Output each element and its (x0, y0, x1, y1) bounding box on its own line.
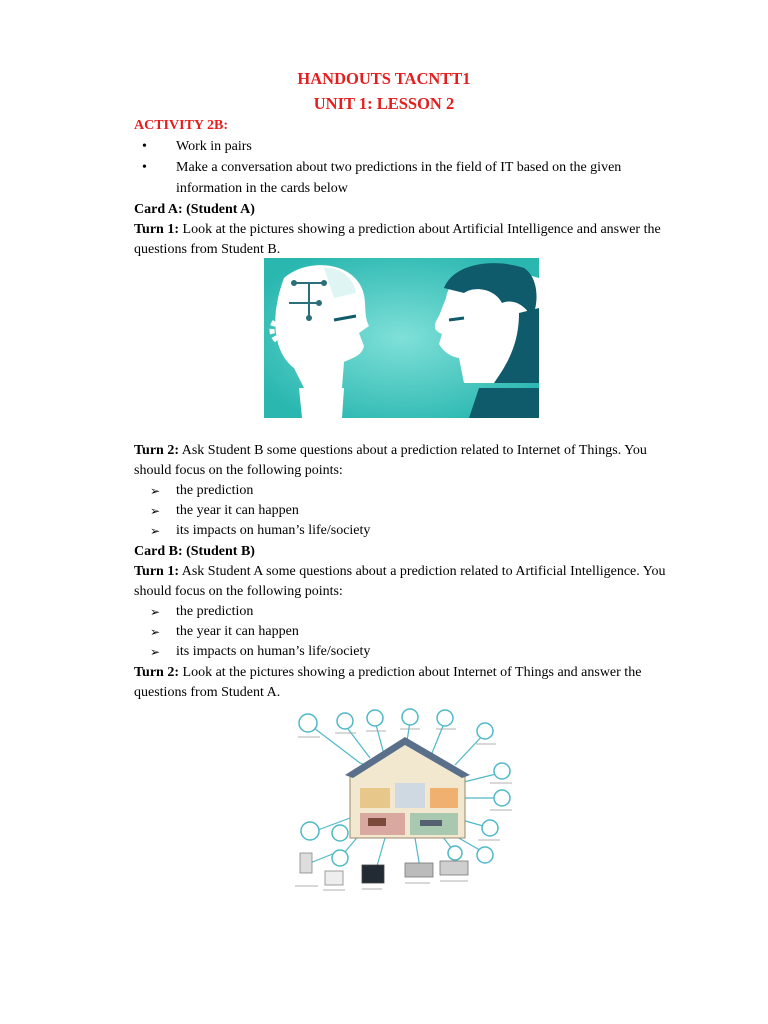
page-subtitle: UNIT 1: LESSON 2 (313, 94, 455, 113)
card-a-heading: Card A: (Student A) (134, 202, 255, 217)
turn-text: Ask Student A some questions about a prediction related to Artificial Intelligence. You (179, 564, 666, 579)
bullet-item-continuation: information in the cards below (176, 181, 348, 196)
turn-text: Ask Student B some questions about a prediction related to Internet of Things. You (179, 443, 647, 458)
turn-text: Look at the pictures showing a prediction about Internet of Things and answer the (179, 665, 642, 680)
card-b-turn1-continuation: should focus on the following points: (134, 584, 343, 599)
turn-label: Turn 1: (134, 222, 180, 237)
iot-illustration (290, 703, 516, 895)
bullet-item: Work in pairs (176, 139, 252, 154)
point-item: the year it can happen (176, 624, 299, 639)
bullet-dot-icon: • (142, 160, 147, 175)
arrow-bullet-icon: ➢ (150, 605, 161, 619)
activity-heading: ACTIVITY 2B: (134, 118, 228, 133)
arrow-bullet-icon: ➢ (150, 645, 161, 659)
point-item: its impacts on human’s life/society (176, 644, 371, 659)
point-item: the prediction (176, 604, 254, 619)
arrow-bullet-icon: ➢ (150, 625, 161, 639)
card-a-turn1-continuation: questions from Student B. (134, 242, 281, 257)
page-title: HANDOUTS TACNTT1 (297, 69, 471, 88)
card-a-turn2-continuation: should focus on the following points: (134, 463, 343, 478)
point-item: its impacts on human’s life/society (176, 523, 371, 538)
card-b-turn2-continuation: questions from Student A. (134, 685, 281, 700)
arrow-bullet-icon: ➢ (150, 484, 161, 498)
turn-label: Turn 2: (134, 443, 180, 458)
turn-label: Turn 2: (134, 665, 180, 680)
ai-illustration (264, 258, 539, 418)
arrow-bullet-icon: ➢ (150, 504, 161, 518)
robot-human-face-icon (264, 258, 539, 418)
point-item: the prediction (176, 483, 254, 498)
card-a-turn2 (134, 441, 647, 461)
turn-label: Turn 1: (134, 564, 180, 579)
card-b-heading: Card B: (Student B) (134, 544, 255, 559)
bullet-item: Make a conversation about two predictions in the field of IT based on the given (176, 160, 622, 175)
arrow-bullet-icon: ➢ (150, 524, 161, 538)
card-b-turn2 (134, 663, 641, 683)
point-item: the year it can happen (176, 503, 299, 518)
card-b-turn1 (134, 562, 665, 582)
smart-home-icon (290, 703, 516, 895)
card-a-turn1 (134, 220, 661, 240)
bullet-dot-icon: • (142, 139, 147, 154)
turn-text: Look at the pictures showing a prediction about Artificial Intelligence and answer the (179, 222, 661, 237)
